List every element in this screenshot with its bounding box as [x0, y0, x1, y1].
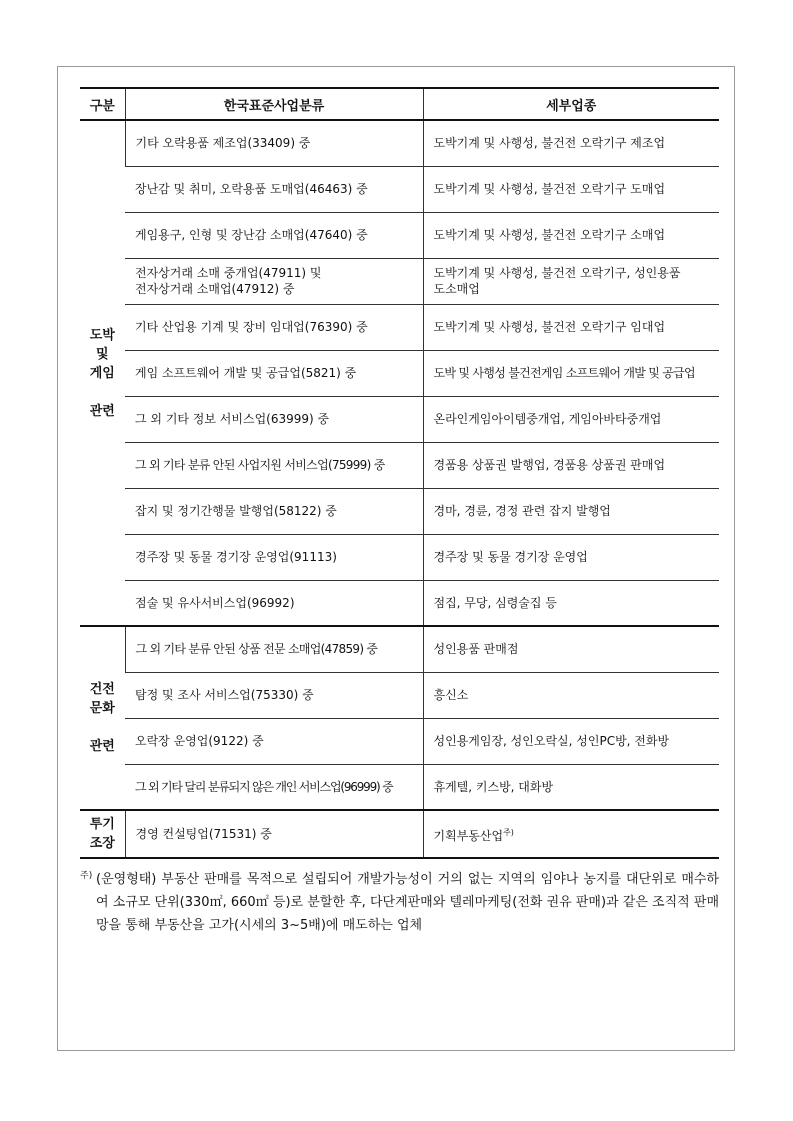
footnote-ref: 주) — [503, 827, 514, 837]
detail-cell: 흥신소 — [423, 672, 719, 718]
table-row — [80, 166, 719, 212]
table-row — [80, 672, 719, 718]
industry-cell: 그 외 기타 달리 분류되지 않은 개인 서비스업(96999) 중 — [125, 764, 423, 810]
table-row — [80, 442, 719, 488]
table-row — [80, 580, 719, 626]
table-row — [80, 258, 719, 304]
category-line: 관련 — [89, 739, 115, 754]
industry-cell: 그 외 기타 분류 안된 사업지원 서비스업(75999) 중 — [125, 442, 423, 488]
industry-table — [80, 87, 719, 859]
header-category: 구분 — [80, 88, 125, 120]
detail-cell: 도박 및 사행성 불건전게임 소프트웨어 개발 및 공급업 — [423, 350, 719, 396]
detail-line: 도박기계 및 사행성, 불건전 오락기구, 성인용품 — [433, 266, 681, 280]
detail-cell: 도박기계 및 사행성, 불건전 오락기구 소매업 — [423, 212, 719, 258]
footnote-text: (운영형태) 부동산 판매를 목적으로 설립되어 개발가능성이 거의 없는 지역의 임야나 농지를 대단위로 매수하여 소규모 단위(330㎡, 660㎡ 등)로 분할한 후, 다단계판매와 텔레마케팅(전화 권유 판매)과 같은 조직적 판매망을 통해 부동산을 고가(시세의 3~5배)에 매도하는 업체 — [96, 872, 719, 933]
detail-cell: 도박기계 및 사행성, 불건전 오락기구 제조업 — [423, 120, 719, 166]
table-row — [80, 626, 719, 672]
table-row — [80, 718, 719, 764]
category-line: 관련 — [89, 403, 115, 419]
table-row — [80, 488, 719, 534]
table-row — [80, 534, 719, 580]
detail-cell: 경마, 경륜, 경정 관련 잡지 발행업 — [423, 488, 719, 534]
industry-cell: 그 외 기타 분류 안된 상품 전문 소매업(47859) 중 — [125, 626, 423, 672]
table-row — [80, 396, 719, 442]
category-line: 도박 — [89, 327, 115, 343]
detail-cell: 휴게텔, 키스방, 대화방 — [423, 764, 719, 810]
detail-line: 도소매업 — [433, 282, 480, 296]
category-line: 및 — [95, 346, 109, 362]
industry-cell: 기타 산업용 기계 및 장비 임대업(76390) 중 — [125, 304, 423, 350]
footnote — [80, 868, 719, 937]
table-row — [80, 350, 719, 396]
detail-cell: 경주장 및 동물 경기장 운영업 — [423, 534, 719, 580]
industry-cell: 잡지 및 정기간행물 발행업(58122) 중 — [125, 488, 423, 534]
industry-line: 전자상거래 소매 중개업(47911) 및 — [135, 266, 322, 280]
header-industry: 한국표준사업분류 — [125, 88, 423, 120]
table-row — [80, 212, 719, 258]
table-row — [80, 304, 719, 350]
detail-cell: 성인용게임장, 성인오락실, 성인PC방, 전화방 — [423, 718, 719, 764]
detail-cell: 성인용품 판매점 — [423, 626, 719, 672]
industry-line: 전자상거래 소매업(47912) 중 — [135, 282, 295, 296]
category-speculation — [80, 810, 125, 858]
industry-cell: 기타 오락용품 제조업(33409) 중 — [125, 120, 423, 166]
table-row — [80, 120, 719, 166]
detail-cell — [423, 258, 719, 304]
category-gambling-game — [80, 120, 125, 626]
industry-cell: 그 외 기타 정보 서비스업(63999) 중 — [125, 396, 423, 442]
detail-cell: 도박기계 및 사행성, 불건전 오락기구 도매업 — [423, 166, 719, 212]
category-line: 건전 — [89, 682, 115, 697]
industry-cell: 경주장 및 동물 경기장 운영업(91113) — [125, 534, 423, 580]
industry-cell: 경영 컨설팅업(71531) 중 — [125, 810, 423, 858]
industry-cell — [125, 258, 423, 304]
header-detail: 세부업종 — [423, 88, 719, 120]
detail-cell: 경품용 상품권 발행업, 경품용 상품권 판매업 — [423, 442, 719, 488]
category-line — [80, 383, 125, 402]
category-healthy-culture — [80, 626, 125, 810]
category-line: 투기 — [89, 817, 115, 832]
industry-cell: 탐정 및 조사 서비스업(75330) 중 — [125, 672, 423, 718]
detail-cell — [423, 810, 719, 858]
category-line: 게임 — [89, 365, 115, 381]
table-header-row — [80, 88, 719, 120]
table-row — [80, 764, 719, 810]
detail-text: 기획부동산업 — [433, 828, 504, 843]
category-line — [80, 718, 125, 737]
detail-cell: 온라인게임아이템중개업, 게임아바타중개업 — [423, 396, 719, 442]
category-line: 문화 — [89, 701, 115, 716]
detail-cell: 도박기계 및 사행성, 불건전 오락기구 임대업 — [423, 304, 719, 350]
table-row — [80, 810, 719, 858]
industry-cell: 장난감 및 취미, 오락용품 도매업(46463) 중 — [125, 166, 423, 212]
industry-cell: 점술 및 유사서비스업(96992) — [125, 580, 423, 626]
industry-cell: 오락장 운영업(9122) 중 — [125, 718, 423, 764]
category-line: 조장 — [89, 836, 115, 851]
footnote-mark: 주) — [80, 871, 93, 881]
detail-cell: 점집, 무당, 심령술집 등 — [423, 580, 719, 626]
industry-cell: 게임 소프트웨어 개발 및 공급업(5821) 중 — [125, 350, 423, 396]
industry-cell: 게임용구, 인형 및 장난감 소매업(47640) 중 — [125, 212, 423, 258]
